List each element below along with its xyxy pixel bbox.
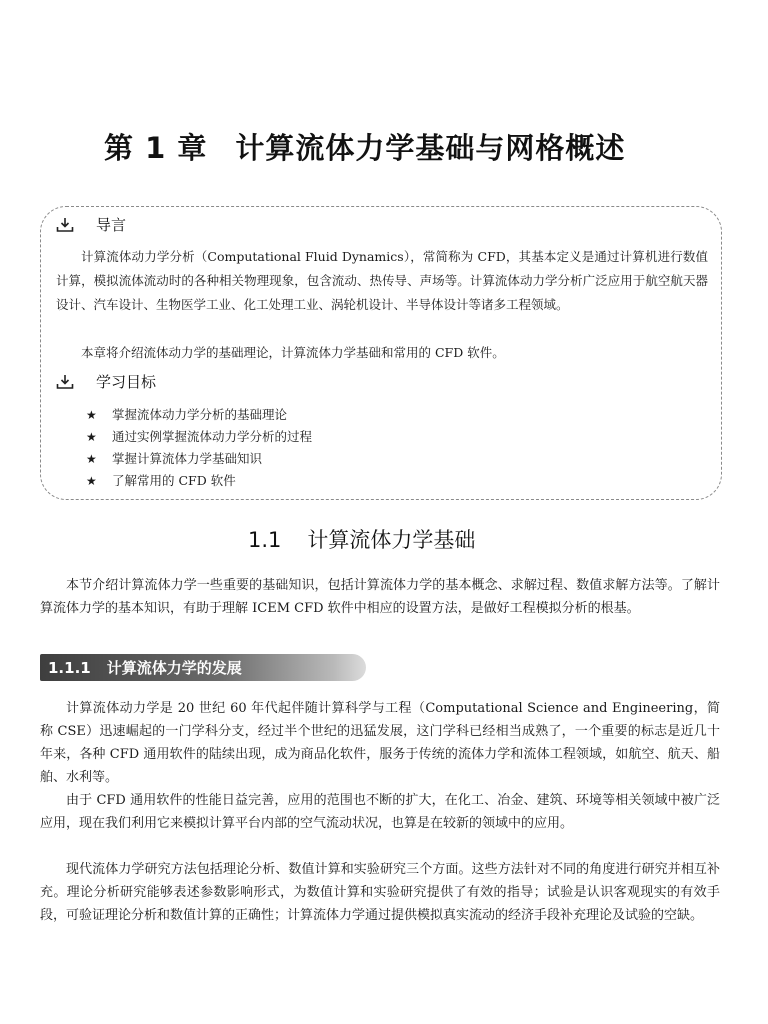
intro-heading-text: 导言 [96,216,127,234]
subsection-number: 1.1.1 [48,658,91,677]
objectives-heading-text: 学习目标 [96,373,157,391]
download-tray-icon [56,217,74,233]
chapter-number: 第 1 章 [104,131,208,165]
body-paragraph: 计算流体动力学是 20 世纪 60 年代起伴随计算科学与工程（Computational Science and Engineering，简称 CSE）迅速崛起的一门学科分支，经过半个世纪的迅猛发展，这门学科已经相当成熟了，一个重要的标志是近几十年来，各种 CFD 通用软件的陆续出现，成为商品化软件，服务于传统的流体力学和流体工程领域，如航空、航天、船舶、水利等。 [40,701,720,785]
section-title-text: 计算流体力学基础 [307,528,476,552]
section-number: 1.1 [248,528,282,552]
objective-text: 了解常用的 CFD 软件 [112,473,236,488]
list-item [86,470,312,492]
subsection-title-text: 计算流体力学的发展 [106,659,242,677]
body-paragraph: 现代流体力学研究方法包括理论分析、数值计算和实验研究三个方面。这些方法针对不同的角度进行研究并相互补充。理论分析研究能够表述参数影响形式，为数值计算和实验研究提供了有效的指导；试验是认识客观现实的有效手段，可验证理论分析和数值计算的正确性；计算流体力学通过提供模拟真实流动的经济手段补充理论及试验的空缺。 [40,862,720,923]
download-tray-icon [56,374,74,390]
star-icon: ★ [86,408,97,422]
intro-paragraph: 计算流体动力学分析（Computational Fluid Dynamics），常简称为 CFD，其基本定义是通过计算机进行数值计算，模拟流体流动时的各种相关物理现象，包含流动、热传导、声场等。计算流体动力学分析广泛应用于航空航天器设计、汽车设计、生物医学工业、化工处理工业、涡轮机设计、半导体设计等诸多工程领域。 [56,249,708,312]
chapter-title-text: 计算流体力学基础与网格概述 [235,131,626,165]
objective-text: 通过实例掌握流体动力学分析的过程 [112,429,313,444]
body-paragraph: 由于 CFD 通用软件的性能日益完善，应用的范围也不断的扩大，在化工、冶金、建筑、环境等相关领域中被广泛应用，现在我们利用它来模拟计算平台内部的空气流动状况，也算是在较新的领域中的应用。 [40,793,720,831]
objective-text: 掌握流体动力学分析的基础理论 [112,407,288,422]
section-title [248,524,475,554]
chapter-title [104,126,704,167]
subsection-heading-bar [40,654,366,681]
list-item [86,426,312,448]
star-icon: ★ [86,474,97,488]
section-paragraph: 本节介绍计算流体力学一些重要的基础知识，包括计算流体力学的基本概念、求解过程、数值求解方法等。了解计算流体力学的基本知识，有助于理解 ICEM CFD 软件中相应的设置方法，是做好工程模拟分析的根基。 [40,578,720,616]
list-item [86,448,312,470]
intro-heading [56,214,126,235]
objective-text: 掌握计算流体力学基础知识 [112,451,263,466]
objectives-heading [56,371,156,392]
intro-paragraph: 本章将介绍流体动力学的基础理论，计算流体力学基础和常用的 CFD 软件。 [81,345,505,360]
list-item [86,404,312,426]
objectives-list [86,404,312,492]
star-icon: ★ [86,452,97,466]
star-icon: ★ [86,430,97,444]
